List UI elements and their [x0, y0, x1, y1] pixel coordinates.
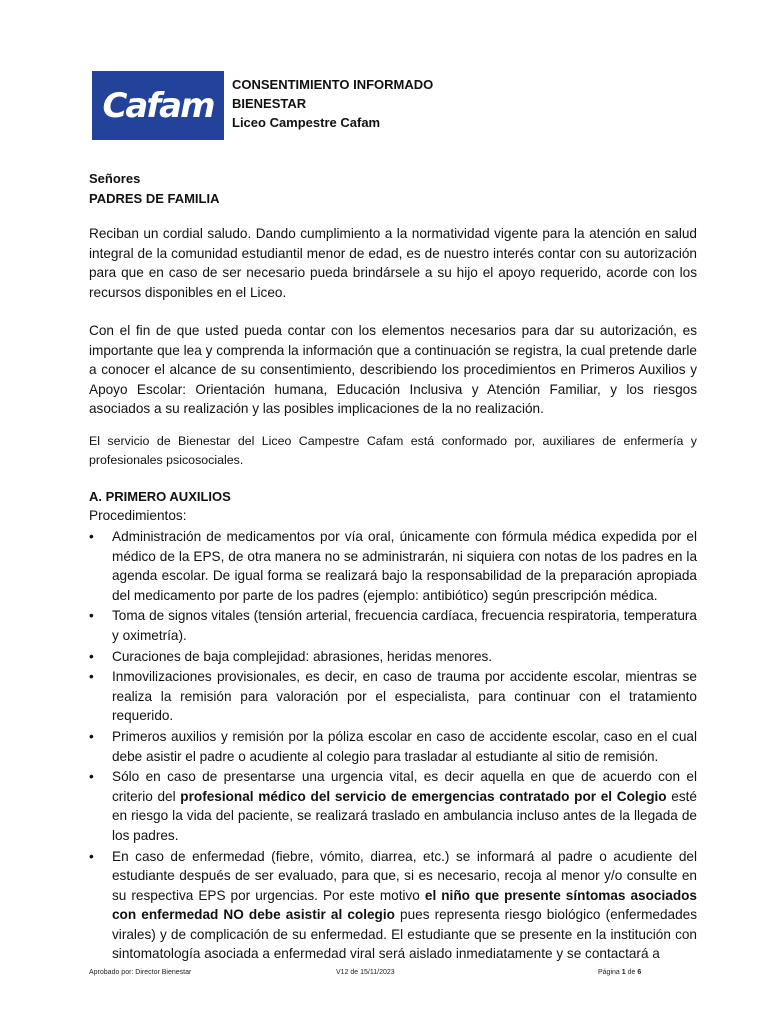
section-title: A. PRIMERO AUXILIOS: [89, 489, 231, 504]
page-number: [598, 969, 641, 976]
version-label: V12 de 15/11/2023: [336, 969, 395, 976]
list-item-text: Sólo en caso de presentarse una urgencia vital, es decir aquella en que de acuerdo con el criterio del: [112, 769, 697, 804]
bullet-icon: •: [89, 608, 94, 624]
list-item: [89, 727, 697, 766]
list-item-text: Primeros auxilios y remisión por la póliza escolar en caso de accidente escolar, caso en el cual debe asistir el padre o acudiente al colegio para trasladar al estudiante al sitio de remisión.: [112, 728, 697, 764]
header-institution: Liceo Campestre Cafam: [232, 115, 381, 130]
page-label: Página: [598, 969, 622, 976]
bullet-icon: •: [89, 669, 94, 685]
bullet-icon: •: [89, 769, 94, 785]
bullet-icon: •: [89, 728, 94, 744]
list-item-text: Toma de signos vitales (tensión arterial, frecuencia cardíaca, frecuencia respiratoria, temperatura y oximetría).: [112, 608, 697, 643]
list-item-text: esté en riesgo la vida del paciente, se realizará traslado en ambulancia incluso antes de la llegada de los padres.: [112, 788, 697, 843]
salutation: [89, 169, 220, 209]
approved-by: Aprobado por: Director Bienestar: [89, 969, 192, 976]
list-item-text: Curaciones de baja complejidad: abrasiones, heridas menores.: [112, 648, 493, 664]
bullet-icon: •: [89, 848, 94, 864]
list-item-emphasis: el niño que presente síntomas asociados con enfermedad NO debe asistir al colegio: [112, 887, 697, 923]
page-current: 1: [621, 969, 626, 976]
list-item: [89, 767, 697, 845]
list-item-emphasis: profesional médico del servicio de emergencias contratado por el Colegio: [180, 788, 667, 804]
cafam-logo: [92, 71, 224, 140]
header-title: CONSENTIMIENTO INFORMADO: [232, 77, 434, 92]
section-subtitle: Procedimientos:: [89, 508, 187, 523]
list-item-text: En caso de enfermedad (fiebre, vómito, diarrea, etc.) se informará al padre o acudiente del estudiante después de ser evaluado, para que, si es necesario, recoja al menor y/o consulte en su respectiva EPS por urgencias. Por este motivo: [112, 848, 697, 903]
salutation-line1: Señores: [89, 171, 141, 186]
service-paragraph: El servicio de Bienestar del Liceo Campestre Cafam está conformado por, auxiliares de enfermería y profesionales psicosociales.: [89, 434, 697, 467]
document-header: [232, 75, 433, 132]
procedures-list: [89, 527, 697, 965]
intro-paragraph: Reciban un cordial saludo. Dando cumplimiento a la normatividad vigente para la atención en salud integral de la comunidad estudiantil menor de edad, es de nuestro interés contar con su autorización para que en caso de ser necesario pueda brindársele a su hijo el apoyo requerido, acorde con los recursos disponibles en el Liceo.: [89, 226, 697, 300]
consent-paragraph: Con el fin de que usted pueda contar con los elementos necesarios para dar su autorización, es importante que lea y comprenda la información que a continuación se registra, la cual pretende darle a conocer el alcance de su consentimiento, describiendo los procedimientos en Primeros Auxilios y Apoyo Escolar: Orientación humana, Educación Inclusiva y Atención Familiar, y los riesgos asociados a su realización y las posibles implicaciones de la no realización.: [89, 323, 697, 417]
list-item-text: Inmovilizaciones provisionales, es decir, en caso de trauma por accidente escolar, mientras se realiza la remisión para valoración por el especialista, para continuar con el tratamiento requerido.: [112, 669, 697, 724]
list-item: [89, 606, 697, 645]
page-of: de: [625, 969, 638, 976]
list-item-text: Administración de medicamentos por vía oral, únicamente con fórmula médica expedida por el médico de la EPS, de otra manera no se administrarán, ni siquiera con notas de los padres en la agenda escolar. De igual forma se realizará bajo la responsabilidad de la preparación apropiada del medicamento por parte de los padres (ejemplo: antibiótico) según prescripción médica.: [112, 529, 697, 603]
list-item: [89, 667, 697, 726]
bullet-icon: •: [89, 529, 94, 544]
header-department: BIENESTAR: [232, 96, 307, 111]
bullet-icon: •: [89, 648, 94, 664]
page-total: 6: [637, 969, 642, 976]
logo-text: Cafam: [102, 85, 214, 126]
list-item-text: pues representa riesgo biológico (enfermedades virales) y de complicación de su enfermedad. El estudiante que se presente en la institución con sintomatología asociada a enfermedad viral será aislado inmediatamente y se contactará a: [112, 907, 697, 962]
list-item: [89, 847, 697, 965]
salutation-line2: PADRES DE FAMILIA: [89, 191, 220, 206]
list-item: [89, 527, 697, 605]
list-item: [89, 647, 697, 667]
